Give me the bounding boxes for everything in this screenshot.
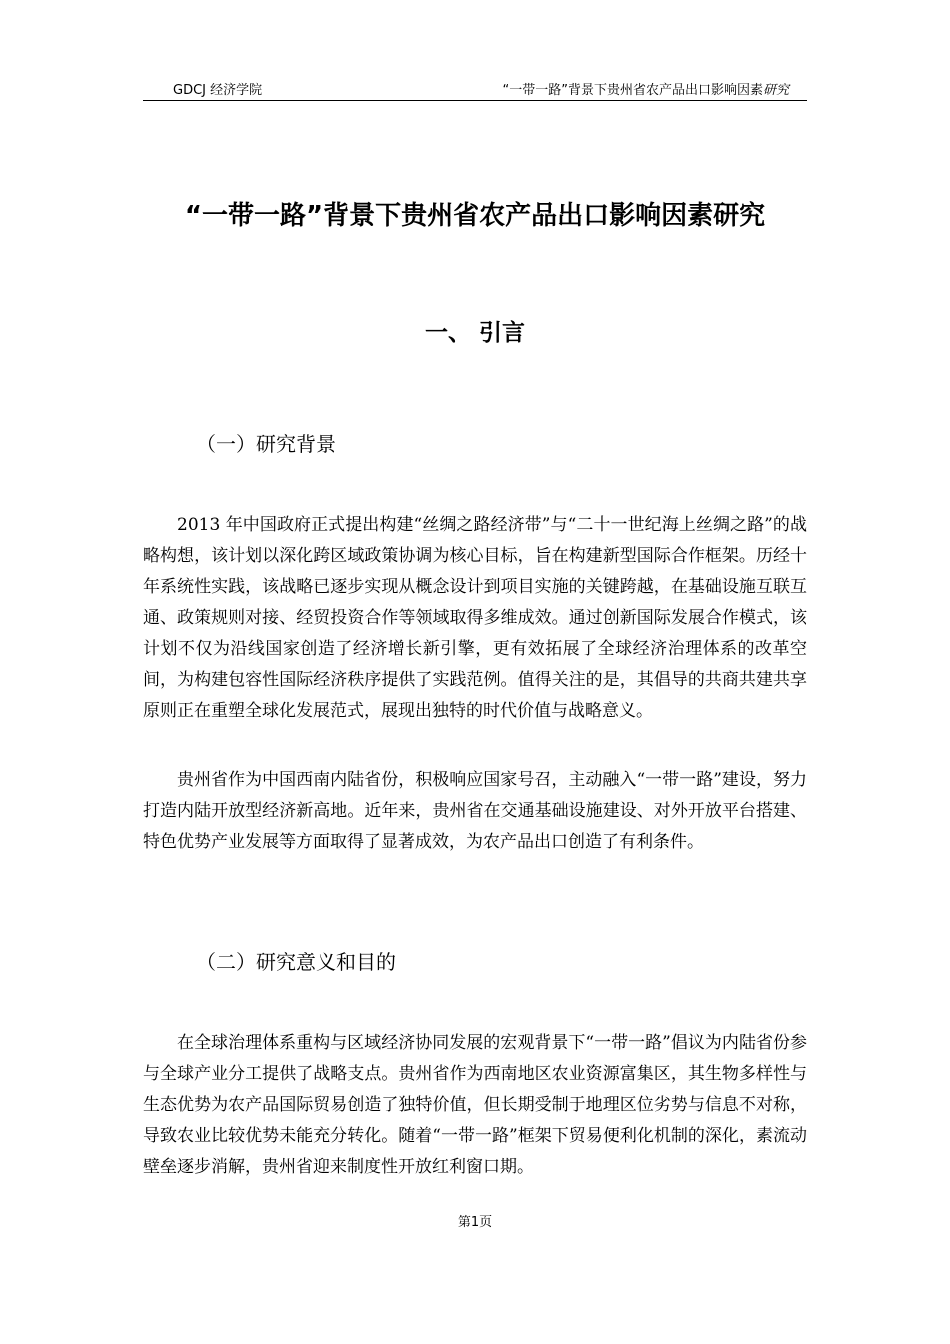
header-running-title bbox=[503, 79, 790, 98]
paragraph-significance-1: 在全球治理体系重构与区域经济协同发展的宏观背景下“一带一路”倡议为内陆省份参与全球产业分工提供了战略支点。贵州省作为西南地区农业资源富集区，其生物多样性与生态优势为农产品国际贸易创造了独特价值，但长期受制于地理区位劣势与信息不对称，导致农业比较优势未能充分转化。随着“一带一路”框架下贸易便利化机制的深化，素流动壁垒逐步消解，贵州省迎来制度性开放红利窗口期。 bbox=[143, 1033, 807, 1177]
paragraph-background-1: 2013 年中国政府正式提出构建“丝绸之路经济带”与“二十一世纪海上丝绸之路”的战略构想，该计划以深化跨区域政策协调为核心目标，旨在构建新型国际合作框架。历经十年系统性实践，该战略已逐步实现从概念设计到项目实施的关键跨越，在基础设施互联互通、政策规则对接、经贸投资合作等领域取得多维成效。通过创新国际发展合作模式，该计划不仅为沿线国家创造了经济增长新引擎，更有效拓展了全球经济治理体系的改革空间，为构建包容性国际经济秩序提供了实践范例。值得关注的是，其倡导的共商共建共享原则正在重塑全球化发展范式，展现出独特的时代价值与战略意义。 bbox=[143, 515, 807, 721]
subsection-heading-background: （一）研究背景 bbox=[196, 432, 336, 456]
section-heading-introduction: 一、 引言 bbox=[424, 320, 525, 346]
header-institution: GDCJ 经济学院 bbox=[173, 83, 263, 98]
paragraph-background-2: 贵州省作为中国西南内陆省份，积极响应国家号召，主动融入“一带一路”建设，努力打造内陆开放型经济新高地。近年来，贵州省在交通基础设施建设、对外开放平台搭建、特色优势产业发展等方面取得了显著成效，为农产品出口创造了有利条件。 bbox=[143, 770, 807, 852]
header-running-title-italic: 研究 bbox=[762, 83, 789, 98]
page-number: 第1页 bbox=[457, 1215, 493, 1230]
header-running-title-main: “一带一路”背景下贵州省农产品出口影响因素 bbox=[502, 83, 763, 98]
page-header bbox=[143, 76, 807, 101]
subsection-heading-significance: （二）研究意义和目的 bbox=[196, 950, 396, 974]
document-title: “一带一路”背景下贵州省农产品出口影响因素研究 bbox=[184, 201, 766, 231]
